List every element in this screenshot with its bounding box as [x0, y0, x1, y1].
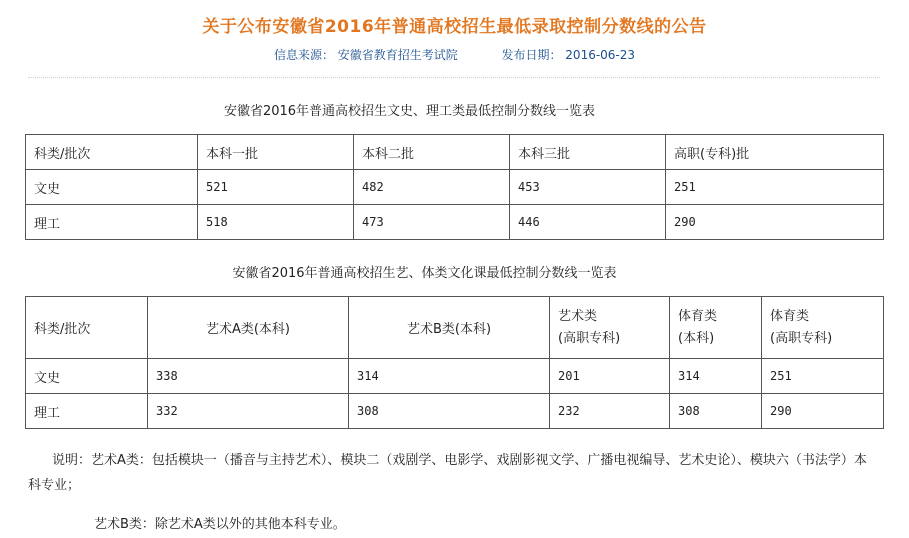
- header-cell: 科类/批次: [26, 297, 148, 359]
- score-cell: 446: [510, 205, 666, 240]
- divider: [28, 77, 880, 78]
- score-cell: 232: [550, 394, 670, 429]
- header-cell: 高职(专科)批: [666, 135, 884, 170]
- table-header-row: [26, 135, 884, 170]
- header-cell: 艺术B类(本科): [349, 297, 550, 359]
- header-cell: [550, 297, 670, 359]
- row-label: 文史: [26, 170, 198, 205]
- header-line: 体育类: [678, 308, 718, 324]
- notes: [28, 448, 878, 537]
- score-cell: 251: [666, 170, 884, 205]
- header-cell: 本科三批: [510, 135, 666, 170]
- table1-caption: 安徽省2016年普通高校招生文史、理工类最低控制分数线一览表: [223, 104, 596, 119]
- header-line: 体育类: [770, 308, 810, 324]
- header-cell: 本科二批: [354, 135, 510, 170]
- row-label: 文史: [26, 359, 148, 394]
- table-row: [26, 359, 884, 394]
- table-row: [26, 170, 884, 205]
- header-cell: 科类/批次: [26, 135, 198, 170]
- score-cell: 308: [349, 394, 550, 429]
- score-cell: 308: [670, 394, 762, 429]
- score-cell: 338: [148, 359, 349, 394]
- table2-caption: 安徽省2016年普通高校招生艺、体类文化课最低控制分数线一览表: [232, 266, 617, 281]
- note-paragraph: 艺术B类：除艺术A类以外的其他本科专业。: [94, 517, 346, 532]
- page-title: 关于公布安徽省2016年普通高校招生最低录取控制分数线的公告: [202, 17, 707, 37]
- header-line: 艺术类: [558, 308, 598, 324]
- source-value: 安徽省教育招生考试院: [337, 48, 458, 62]
- score-cell: 251: [762, 359, 884, 394]
- score-cell: 314: [670, 359, 762, 394]
- score-cell: 290: [762, 394, 884, 429]
- date-label: 发布日期：: [501, 48, 562, 62]
- score-cell: 332: [148, 394, 349, 429]
- header-cell: [670, 297, 762, 359]
- table-header-row: [26, 297, 884, 359]
- score-cell: 482: [354, 170, 510, 205]
- meta-line: [0, 46, 909, 63]
- table-row: [26, 394, 884, 429]
- score-cell: 453: [510, 170, 666, 205]
- header-cell: 本科一批: [198, 135, 354, 170]
- score-cell: 290: [666, 205, 884, 240]
- header-line: (本科): [678, 330, 715, 346]
- header-cell: [762, 297, 884, 359]
- row-label: 理工: [26, 394, 148, 429]
- note-paragraph: 说明：艺术A类：包括模块一（播音与主持艺术）、模块二（戏剧学、电影学、戏剧影视文学、广播电视编导、艺术史论）、模块六（书法学）本科专业；: [28, 453, 867, 493]
- row-label: 理工: [26, 205, 198, 240]
- header-cell: 艺术A类(本科): [148, 297, 349, 359]
- score-cell: 473: [354, 205, 510, 240]
- score-table-art-sports: [25, 296, 884, 429]
- score-table-arts-science: [25, 134, 884, 240]
- date-value: 2016-06-23: [565, 48, 636, 62]
- header-line: (高职专科): [770, 330, 833, 346]
- score-cell: 201: [550, 359, 670, 394]
- source-label: 信息来源：: [273, 48, 334, 62]
- score-cell: 518: [198, 205, 354, 240]
- score-cell: 314: [349, 359, 550, 394]
- table-row: [26, 205, 884, 240]
- header-line: (高职专科): [558, 330, 621, 346]
- score-cell: 521: [198, 170, 354, 205]
